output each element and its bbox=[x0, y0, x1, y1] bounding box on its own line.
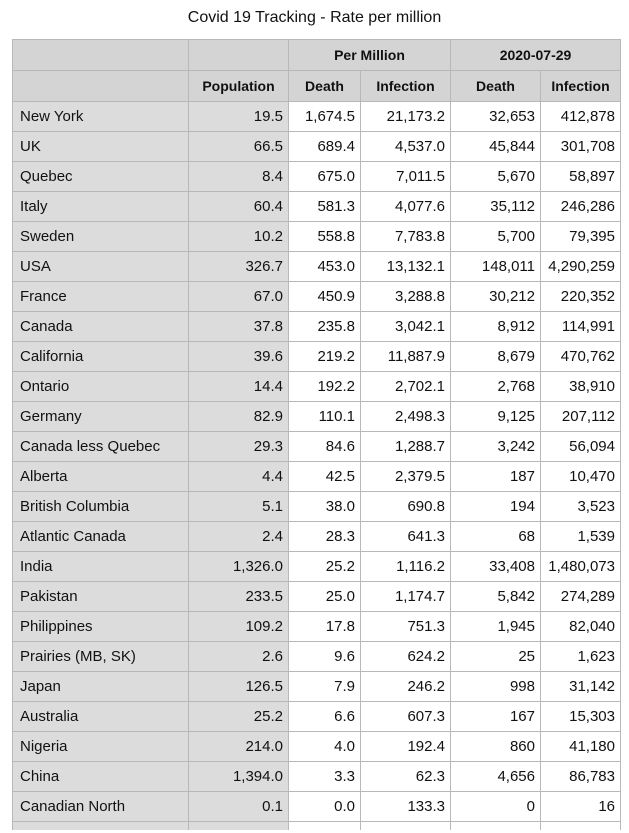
cell-infection: 10,470 bbox=[541, 462, 621, 492]
covid-rate-table bbox=[12, 39, 621, 830]
cell-death: 8,679 bbox=[451, 342, 541, 372]
cell-population: 8.4 bbox=[189, 162, 289, 192]
cell-pm-death: 25.0 bbox=[289, 582, 361, 612]
cell-infection: 1,539 bbox=[541, 522, 621, 552]
cell-region: Canadian North bbox=[13, 792, 189, 822]
cell-pm-infection: 2,379.5 bbox=[361, 462, 451, 492]
cell-pm-death: 219.2 bbox=[289, 342, 361, 372]
cell-infection: 3,523 bbox=[541, 492, 621, 522]
cell-pm-death: 25.2 bbox=[289, 552, 361, 582]
cell-death: 5,842 bbox=[451, 582, 541, 612]
cell-death: 5,670 bbox=[451, 162, 541, 192]
cell-death: 35,112 bbox=[451, 192, 541, 222]
table-row bbox=[13, 222, 621, 252]
cell-death: 33,408 bbox=[451, 552, 541, 582]
cell-population: 37.8 bbox=[189, 312, 289, 342]
header-pm-death: Death bbox=[289, 71, 361, 102]
cell-population: 126.5 bbox=[189, 672, 289, 702]
cell-pm-infection: 607.3 bbox=[361, 702, 451, 732]
cell-death: 4,656 bbox=[451, 762, 541, 792]
cell-death: 30,212 bbox=[451, 282, 541, 312]
cell-pm-death: 675.0 bbox=[289, 162, 361, 192]
table-row bbox=[13, 342, 621, 372]
cell-infection: 1,623 bbox=[541, 642, 621, 672]
cell-infection: 220,352 bbox=[541, 282, 621, 312]
cell-pm-infection: 246.2 bbox=[361, 672, 451, 702]
table-row bbox=[13, 612, 621, 642]
table-row bbox=[13, 162, 621, 192]
header-column-row bbox=[13, 71, 621, 102]
cell-population: 326.7 bbox=[189, 252, 289, 282]
cell-region: France bbox=[13, 282, 189, 312]
cell-pm-death: 558.8 bbox=[289, 222, 361, 252]
cell-region: Italy bbox=[13, 192, 189, 222]
cell-infection: 58,897 bbox=[541, 162, 621, 192]
cell-infection: 86,783 bbox=[541, 762, 621, 792]
cell-empty bbox=[13, 822, 189, 830]
cell-infection: 56,094 bbox=[541, 432, 621, 462]
cell-population: 14.4 bbox=[189, 372, 289, 402]
cell-death: 194 bbox=[451, 492, 541, 522]
table-row bbox=[13, 492, 621, 522]
table-row bbox=[13, 792, 621, 822]
cell-pm-infection: 1,116.2 bbox=[361, 552, 451, 582]
cell-pm-infection: 7,783.8 bbox=[361, 222, 451, 252]
cell-death: 148,011 bbox=[451, 252, 541, 282]
cell-region: Sweden bbox=[13, 222, 189, 252]
cell-pm-infection: 21,173.2 bbox=[361, 102, 451, 132]
cell-pm-infection: 3,288.8 bbox=[361, 282, 451, 312]
cell-infection: 301,708 bbox=[541, 132, 621, 162]
table-row bbox=[13, 252, 621, 282]
header-date-death: Death bbox=[451, 71, 541, 102]
cell-death: 860 bbox=[451, 732, 541, 762]
cell-pm-infection: 624.2 bbox=[361, 642, 451, 672]
cell-death: 8,912 bbox=[451, 312, 541, 342]
cell-region: Canada less Quebec bbox=[13, 432, 189, 462]
cell-population: 1,394.0 bbox=[189, 762, 289, 792]
cell-death: 25 bbox=[451, 642, 541, 672]
table-row bbox=[13, 102, 621, 132]
cell-region: UK bbox=[13, 132, 189, 162]
cell-infection: 15,303 bbox=[541, 702, 621, 732]
cell-region: Quebec bbox=[13, 162, 189, 192]
cell-death: 2,768 bbox=[451, 372, 541, 402]
cell-pm-death: 1,674.5 bbox=[289, 102, 361, 132]
cell-pm-death: 28.3 bbox=[289, 522, 361, 552]
cell-death: 5,700 bbox=[451, 222, 541, 252]
cell-pm-death: 4.0 bbox=[289, 732, 361, 762]
cell-pm-death: 3.3 bbox=[289, 762, 361, 792]
cell-region: Philippines bbox=[13, 612, 189, 642]
cell-region: Nigeria bbox=[13, 732, 189, 762]
cell-population: 60.4 bbox=[189, 192, 289, 222]
cell-population: 67.0 bbox=[189, 282, 289, 312]
cell-death: 187 bbox=[451, 462, 541, 492]
cell-population: 10.2 bbox=[189, 222, 289, 252]
cell-population: 214.0 bbox=[189, 732, 289, 762]
cell-region: California bbox=[13, 342, 189, 372]
header-blank-cell bbox=[189, 40, 289, 71]
cell-population: 82.9 bbox=[189, 402, 289, 432]
cell-pm-death: 0.0 bbox=[289, 792, 361, 822]
cell-infection: 207,112 bbox=[541, 402, 621, 432]
table-row bbox=[13, 642, 621, 672]
cell-infection: 31,142 bbox=[541, 672, 621, 702]
cell-death: 998 bbox=[451, 672, 541, 702]
cell-region: Canada bbox=[13, 312, 189, 342]
cell-death: 45,844 bbox=[451, 132, 541, 162]
cell-pm-death: 42.5 bbox=[289, 462, 361, 492]
cell-region: Japan bbox=[13, 672, 189, 702]
cell-infection: 1,480,073 bbox=[541, 552, 621, 582]
table-row bbox=[13, 312, 621, 342]
page-title: Covid 19 Tracking - Rate per million bbox=[187, 9, 442, 26]
cell-death: 9,125 bbox=[451, 402, 541, 432]
cell-pm-infection: 133.3 bbox=[361, 792, 451, 822]
cell-pm-death: 110.1 bbox=[289, 402, 361, 432]
cell-pm-infection: 62.3 bbox=[361, 762, 451, 792]
cell-region: Alberta bbox=[13, 462, 189, 492]
cell-pm-infection: 751.3 bbox=[361, 612, 451, 642]
cell-empty bbox=[289, 822, 361, 830]
cell-region: China bbox=[13, 762, 189, 792]
cell-population: 2.4 bbox=[189, 522, 289, 552]
cell-infection: 4,290,259 bbox=[541, 252, 621, 282]
header-pm-infection: Infection bbox=[361, 71, 451, 102]
table-row bbox=[13, 672, 621, 702]
table-row bbox=[13, 762, 621, 792]
header-date: 2020-07-29 bbox=[451, 40, 621, 71]
cell-pm-infection: 4,537.0 bbox=[361, 132, 451, 162]
header-name-cell bbox=[13, 71, 189, 102]
cell-pm-death: 9.6 bbox=[289, 642, 361, 672]
cell-infection: 82,040 bbox=[541, 612, 621, 642]
cell-pm-infection: 641.3 bbox=[361, 522, 451, 552]
cell-pm-infection: 11,887.9 bbox=[361, 342, 451, 372]
cell-pm-death: 6.6 bbox=[289, 702, 361, 732]
cell-pm-infection: 13,132.1 bbox=[361, 252, 451, 282]
cell-death: 1,945 bbox=[451, 612, 541, 642]
table-row bbox=[13, 132, 621, 162]
cell-population: 1,326.0 bbox=[189, 552, 289, 582]
table-body bbox=[13, 102, 621, 830]
cell-pm-death: 689.4 bbox=[289, 132, 361, 162]
cell-infection: 38,910 bbox=[541, 372, 621, 402]
cell-population: 29.3 bbox=[189, 432, 289, 462]
table-row bbox=[13, 462, 621, 492]
table-row bbox=[13, 552, 621, 582]
cell-pm-death: 17.8 bbox=[289, 612, 361, 642]
cell-pm-infection: 2,702.1 bbox=[361, 372, 451, 402]
cell-pm-infection: 1,174.7 bbox=[361, 582, 451, 612]
cell-region: USA bbox=[13, 252, 189, 282]
cell-pm-infection: 192.4 bbox=[361, 732, 451, 762]
cell-population: 66.5 bbox=[189, 132, 289, 162]
cell-death: 68 bbox=[451, 522, 541, 552]
header-population: Population bbox=[189, 71, 289, 102]
cell-population: 5.1 bbox=[189, 492, 289, 522]
table-row bbox=[13, 192, 621, 222]
cell-region: British Columbia bbox=[13, 492, 189, 522]
cell-infection: 79,395 bbox=[541, 222, 621, 252]
cell-empty bbox=[451, 822, 541, 830]
cell-death: 32,653 bbox=[451, 102, 541, 132]
cell-pm-death: 38.0 bbox=[289, 492, 361, 522]
table-row bbox=[13, 522, 621, 552]
table-row bbox=[13, 732, 621, 762]
header-blank-cell bbox=[13, 40, 189, 71]
cell-infection: 412,878 bbox=[541, 102, 621, 132]
cell-infection: 41,180 bbox=[541, 732, 621, 762]
header-group-row bbox=[13, 40, 621, 71]
table-row bbox=[13, 432, 621, 462]
cell-population: 39.6 bbox=[189, 342, 289, 372]
cell-infection: 114,991 bbox=[541, 312, 621, 342]
cell-region: Atlantic Canada bbox=[13, 522, 189, 552]
cell-infection: 16 bbox=[541, 792, 621, 822]
cell-region: New York bbox=[13, 102, 189, 132]
cell-pm-infection: 1,288.7 bbox=[361, 432, 451, 462]
table-row bbox=[13, 282, 621, 312]
cell-region: Australia bbox=[13, 702, 189, 732]
cell-population: 233.5 bbox=[189, 582, 289, 612]
cell-pm-infection: 3,042.1 bbox=[361, 312, 451, 342]
table-row bbox=[13, 702, 621, 732]
cell-death: 3,242 bbox=[451, 432, 541, 462]
cell-population: 4.4 bbox=[189, 462, 289, 492]
cell-pm-death: 7.9 bbox=[289, 672, 361, 702]
cell-population: 2.6 bbox=[189, 642, 289, 672]
cell-infection: 274,289 bbox=[541, 582, 621, 612]
cell-pm-infection: 2,498.3 bbox=[361, 402, 451, 432]
cell-empty bbox=[189, 822, 289, 830]
cell-pm-death: 450.9 bbox=[289, 282, 361, 312]
cell-pm-death: 235.8 bbox=[289, 312, 361, 342]
cell-pm-death: 192.2 bbox=[289, 372, 361, 402]
cell-region: Prairies (MB, SK) bbox=[13, 642, 189, 672]
cell-infection: 470,762 bbox=[541, 342, 621, 372]
cell-empty bbox=[361, 822, 451, 830]
table-row bbox=[13, 402, 621, 432]
cell-population: 25.2 bbox=[189, 702, 289, 732]
cell-region: Pakistan bbox=[13, 582, 189, 612]
cell-pm-death: 581.3 bbox=[289, 192, 361, 222]
cell-region: Ontario bbox=[13, 372, 189, 402]
cell-population: 0.1 bbox=[189, 792, 289, 822]
cell-pm-infection: 4,077.6 bbox=[361, 192, 451, 222]
cell-pm-infection: 7,011.5 bbox=[361, 162, 451, 192]
table-row bbox=[13, 582, 621, 612]
header-date-infection: Infection bbox=[541, 71, 621, 102]
table-row-partial bbox=[13, 822, 621, 830]
cell-pm-death: 84.6 bbox=[289, 432, 361, 462]
cell-infection: 246,286 bbox=[541, 192, 621, 222]
cell-death: 0 bbox=[451, 792, 541, 822]
cell-pm-death: 453.0 bbox=[289, 252, 361, 282]
cell-region: India bbox=[13, 552, 189, 582]
cell-death: 167 bbox=[451, 702, 541, 732]
cell-pm-infection: 690.8 bbox=[361, 492, 451, 522]
cell-population: 109.2 bbox=[189, 612, 289, 642]
header-per-million: Per Million bbox=[289, 40, 451, 71]
cell-empty bbox=[541, 822, 621, 830]
table-row bbox=[13, 372, 621, 402]
cell-population: 19.5 bbox=[189, 102, 289, 132]
cell-region: Germany bbox=[13, 402, 189, 432]
